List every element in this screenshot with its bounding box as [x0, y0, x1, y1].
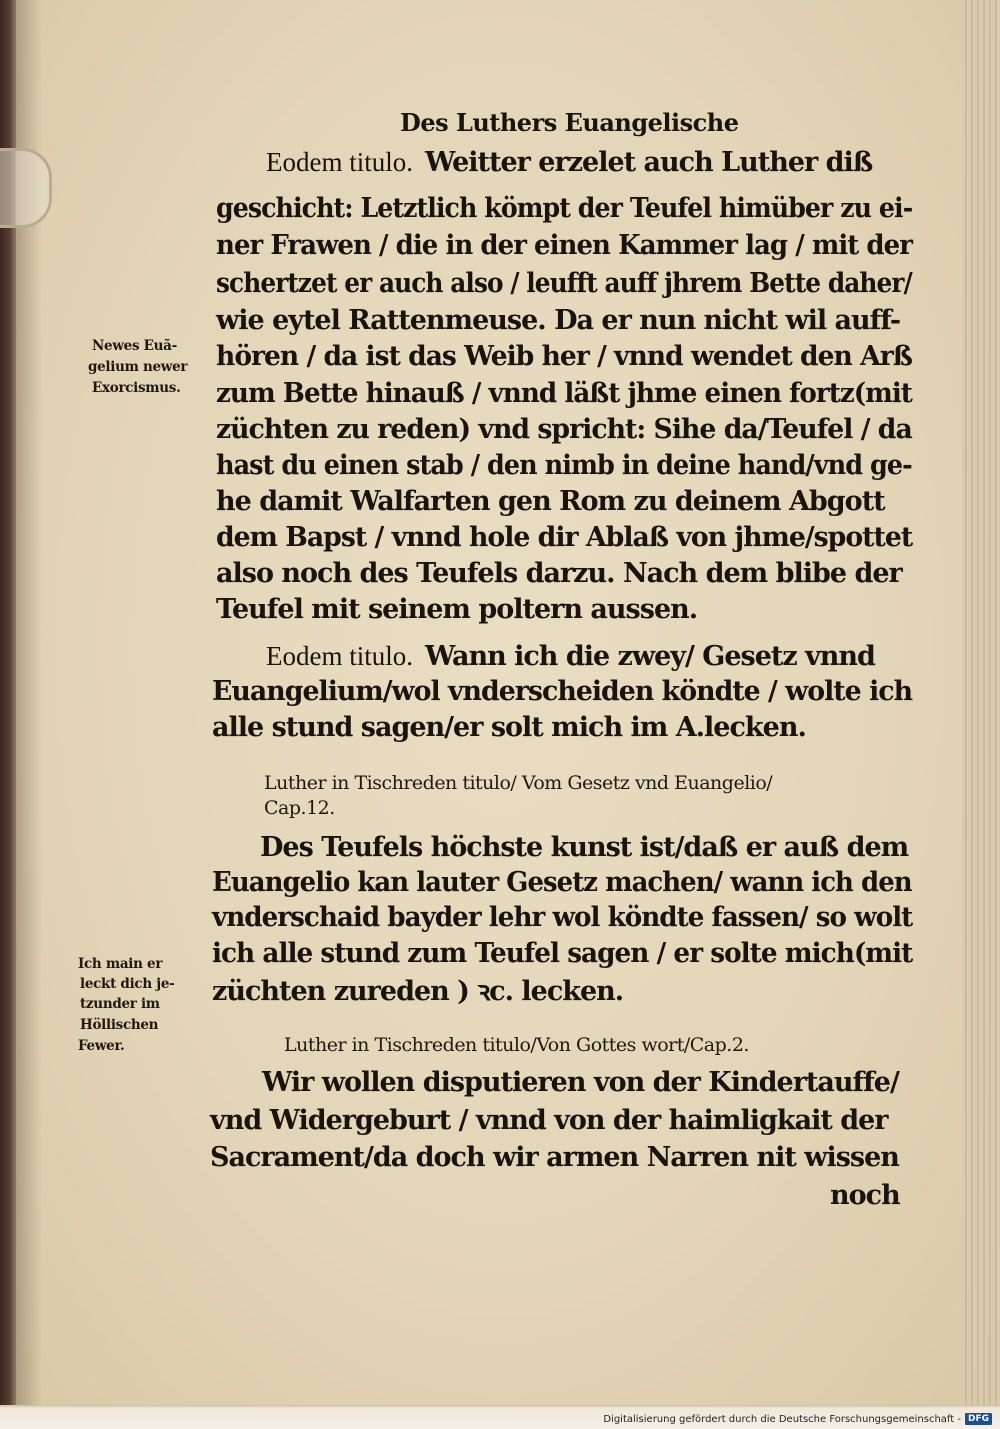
passage1-line-8: hast du einen stab / den nimb in deine hand/vnd ge- [216, 450, 912, 481]
citation-1-line-1: Cap.12. [264, 797, 335, 819]
citation-2-line-0: Luther in Tischreden titulo/Von Gottes wort/Cap.2. [284, 1034, 749, 1056]
passage2-lead: Eodem titulo. [266, 641, 413, 671]
margin-note-2-line-3: Höllischen [80, 1017, 159, 1033]
passage1-line-1: geschicht: Letztlich kömpt der Teufel himüber zu ei- [216, 193, 913, 224]
passage1-lead: Eodem titulo. [266, 147, 413, 177]
passage1-line-0 [266, 146, 872, 179]
passage2-line-1: Euangelium/wol vnderscheiden köndte / wolte ich [212, 676, 913, 707]
digitization-credit [603, 1413, 992, 1425]
passage1-line-12: Teufel mit seinem poltern aussen. [216, 594, 698, 625]
running-head: Des Luthers Euangelische [400, 108, 739, 137]
margin-note-2-line-4: Fewer. [78, 1038, 125, 1054]
dfg-logo: DFG [965, 1413, 992, 1425]
passage2-line-0 [266, 640, 875, 673]
passage2-line-2: alle stund sagen/er solt mich im A.lecken. [212, 712, 806, 743]
margin-note-1-line-0: Newes Euã- [92, 338, 177, 354]
passage3-line-0: Des Teufels höchste kunst ist/daß er auß dem [260, 832, 909, 863]
passage3-line-4: züchten zureden ) ꝛc. lecken. [212, 976, 624, 1007]
citation-1-line-0: Luther in Tischreden titulo/ Vom Gesetz vnd Euangelio/ [264, 772, 773, 794]
margin-note-2-line-0: Ich main er [78, 956, 163, 972]
passage3-line-1: Euangelio kan lauter Gesetz machen/ wann ich den [212, 867, 912, 898]
margin-note-1-line-2: Exorcismus. [92, 380, 181, 396]
passage1-line-2: ner Frawen / die in der einen Kammer lag / mit der [216, 230, 912, 261]
margin-note-1-line-1: gelium newer [88, 359, 188, 375]
passage4-line-1: vnd Widergeburt / vnnd von der haimligkait der [210, 1105, 888, 1136]
clasp-mark [0, 148, 52, 228]
passage2-text: Wann ich die zwey/ Gesetz vnnd [424, 641, 875, 672]
passage1-line-9: he damit Walfarten gen Rom zu deinem Abgott [216, 486, 885, 517]
passage1-line-10: dem Bapst / vnnd hole dir Ablaß von jhme/spottet [216, 522, 913, 553]
margin-note-2-line-1: leckt dich je- [80, 976, 175, 992]
passage4-line-2: Sacrament/da doch wir armen Narren nit wissen [210, 1142, 899, 1173]
margin-note-2-line-2: tzunder im [80, 996, 160, 1012]
passage1-line-11: also noch des Teufels darzu. Nach dem blibe der [216, 558, 902, 589]
passage1-line-3: schertzet er auch also / leufft auff jhrem Bette daher/ [216, 268, 912, 299]
passage1-line-5: hören / da ist das Weib her / vnnd wendet den Arß [216, 341, 912, 372]
catchword: noch [830, 1180, 900, 1211]
passage3-line-2: vnderschaid bayder lehr wol köndte fassen/ so wolt [212, 902, 913, 933]
page-edges [962, 0, 1000, 1405]
passage1-text: Weitter erzelet auch Luther diß [424, 147, 873, 178]
passage1-line-7: züchten zu reden) vnd spricht: Sihe da/Teufel / da [216, 414, 912, 445]
passage3-line-3: ich alle stund zum Teufel sagen / er solte mich(mit [212, 938, 913, 969]
passage1-line-4: wie eytel Rattenmeuse. Da er nun nicht wil auff- [216, 305, 901, 336]
passage1-line-6: zum Bette hinauß / vnnd läßt jhme einen fortz(mit [216, 378, 912, 409]
passage4-line-0: Wir wollen disputieren von der Kindertauffe/ [262, 1067, 899, 1098]
digitization-credit-text: Digitalisierung gefördert durch die Deutsche Forschungsgemeinschaft - [603, 1413, 961, 1425]
